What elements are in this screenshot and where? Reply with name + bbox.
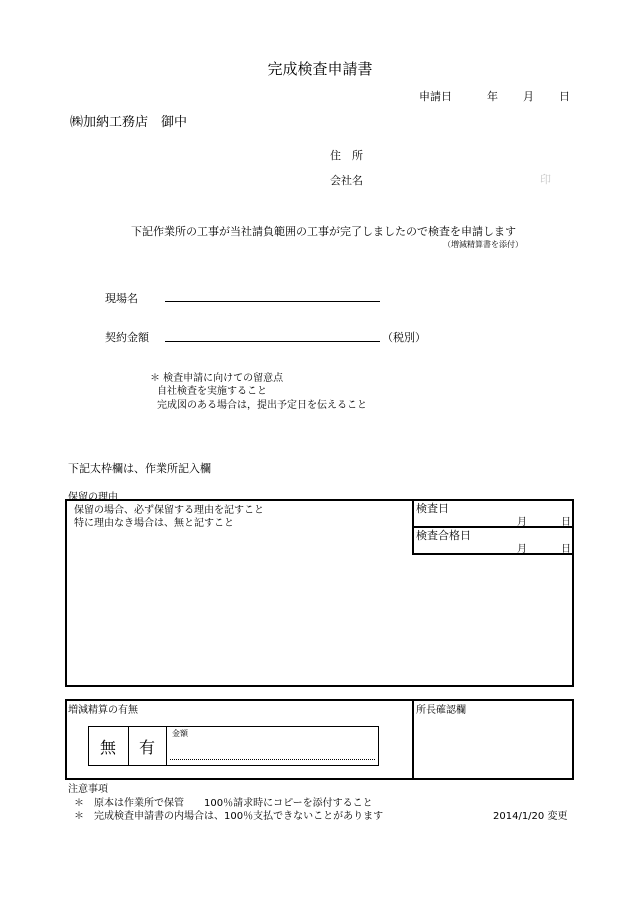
statement-note: （増減精算書を添付） <box>443 240 523 249</box>
notes-heading: ＊ 検査申請に向けての留意点 <box>150 373 284 384</box>
hold-instruction-1: 保留の場合、必ず保留する理由を記すこと <box>74 505 264 516</box>
caution-line-2: ＊ 完成検査申請書の内場合は、100％支払できないことがあります <box>74 811 384 822</box>
application-month-label: 月 <box>523 90 534 103</box>
caution-line-1: ＊ 原本は作業所で保管 100％請求時にコピーを添付すること <box>74 798 373 809</box>
inspection-date-label: 検査日 <box>416 502 449 515</box>
seal-mark: 印 <box>540 173 551 186</box>
contract-amount-label: 契約金額 <box>105 331 149 344</box>
director-confirmation-label: 所長確認欄 <box>416 705 466 716</box>
addressee: ㈱加納工務店 御中 <box>70 115 188 130</box>
application-statement: 下記作業所の工事が当社請負範囲の工事が完了しましたので検査を申請します <box>131 225 516 238</box>
director-confirmation-field[interactable] <box>414 715 572 778</box>
site-name-label: 現場名 <box>105 292 138 305</box>
pass-date-divider <box>412 553 574 555</box>
section-label: 下記太枠欄は、作業所記入欄 <box>68 462 211 475</box>
notes-line-2: 完成図のある場合は，提出予定日を伝えること <box>157 400 367 411</box>
revision-date: 2014/1/20 変更 <box>493 811 568 822</box>
adjustment-label: 増減精算の有無 <box>68 705 138 716</box>
application-year-label: 年 <box>487 90 498 103</box>
amount-label: 金額 <box>172 729 188 738</box>
address-label: 住 所 <box>330 149 363 162</box>
company-name-label: 会社名 <box>330 174 363 187</box>
adjustment-yes-option[interactable]: 有 <box>138 738 155 757</box>
caution-heading: 注意事項 <box>68 784 108 795</box>
pass-date-label: 検査合格日 <box>416 529 471 542</box>
pass-day-label: 日 <box>561 544 571 555</box>
hold-reason-label: 保留の理由 <box>68 492 118 503</box>
notes-line-1: 自社検査を実施すること <box>157 386 267 397</box>
application-date-label: 申請日 <box>419 90 452 103</box>
amount-field[interactable] <box>170 759 375 760</box>
site-name-field[interactable] <box>165 301 380 302</box>
pass-month-label: 月 <box>517 544 527 555</box>
application-day-label: 日 <box>559 90 570 103</box>
adjustment-none-option[interactable]: 無 <box>99 738 116 757</box>
inspection-day-label: 日 <box>561 517 571 528</box>
page-title: 完成検査申請書 <box>267 60 373 78</box>
contract-amount-field[interactable] <box>165 341 380 342</box>
inspection-month-label: 月 <box>517 517 527 528</box>
hold-instruction-2: 特に理由なき場合は、無と記すこと <box>74 518 234 529</box>
tax-excluded-label: （税別） <box>382 331 426 344</box>
options-divider-2 <box>166 726 167 766</box>
